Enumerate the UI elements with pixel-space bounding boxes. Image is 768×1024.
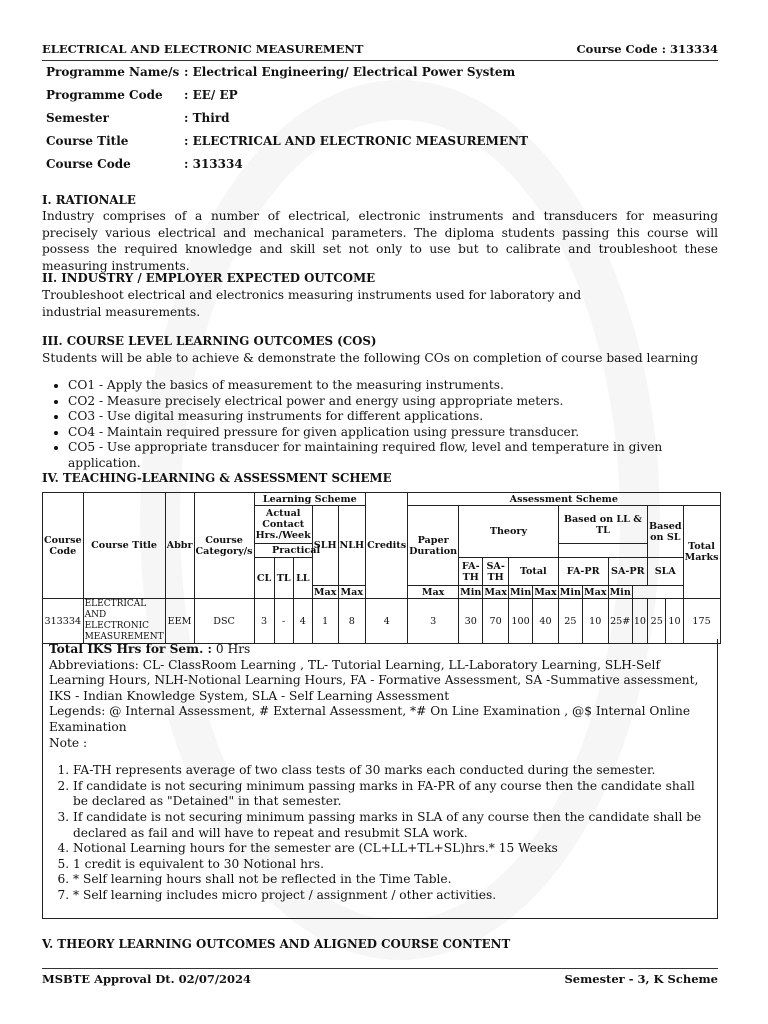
cell-paper: 3: [408, 599, 459, 644]
th-theory: Theory: [459, 506, 559, 558]
cell-tl: -: [274, 599, 293, 644]
list-item: 5. 1 credit is equivalent to 30 Notional hrs.: [73, 857, 711, 873]
th-max: Max: [313, 586, 337, 598]
info-value: : Third: [184, 111, 230, 125]
th-abbr: Abbr: [165, 493, 194, 599]
list-item: 1. FA-TH represents average of two class tests of 30 marks each conducted during the semester.: [73, 763, 711, 779]
th-max: Max: [338, 586, 366, 599]
list-item: • CO4 - Maintain required pressure for given application using pressure transducer.: [68, 425, 718, 441]
footer-semester: Semester - 3, K Scheme: [564, 972, 718, 986]
info-value: : Electrical Engineering/ Electrical Power System: [184, 65, 516, 79]
rationale-title: I. RATIONALE: [42, 193, 136, 207]
page-header: [42, 42, 718, 56]
cell-sa-pr-max: 25#: [608, 599, 632, 644]
cell-sla-max: 25: [648, 599, 666, 644]
list-item: • CO3 - Use digital measuring instruments for different applications.: [68, 409, 718, 425]
th-min: Min: [609, 586, 631, 598]
th-course-code: Course Code: [43, 493, 84, 599]
legends-text: Legends: @ Internal Assessment, # External Assessment, *# On Line Examination , @$ Internal Online Examination: [49, 704, 691, 734]
cell-total-max: 100: [508, 599, 532, 644]
th-cl: CL: [254, 558, 274, 599]
th-max: Max: [484, 586, 507, 598]
footer-approval: MSBTE Approval Dt. 02/07/2024: [42, 972, 252, 986]
th-total-marks: Total Marks: [683, 506, 720, 599]
th-category: Course Category/s: [194, 493, 254, 599]
cos-intro: Students will be able to achieve & demonstrate the following COs on completion of course based learning: [42, 351, 699, 365]
list-item: 3. If candidate is not securing minimum passing marks in SLA of any course then the candidate shall be declared as fail and will have to repeat and resubmit SLA work.: [73, 810, 711, 841]
list-item: • CO1 - Apply the basics of measurement to the measuring instruments.: [68, 378, 718, 394]
th-min: Min: [460, 586, 482, 598]
industry-outcome-title: II. INDUSTRY / EMPLOYER EXPECTED OUTCOME: [42, 271, 376, 285]
cell-category: DSC: [194, 599, 254, 644]
th-ll: LL: [293, 558, 312, 599]
info-row: [46, 111, 528, 134]
info-row: [46, 88, 528, 111]
header-course-name: ELECTRICAL AND ELECTRONIC MEASUREMENT: [42, 42, 364, 56]
scheme-title: IV. TEACHING-LEARNING & ASSESSMENT SCHEME: [42, 471, 392, 485]
iks-label: Total IKS Hrs for Sem. :: [49, 642, 213, 656]
cell-fa-pr-max: 25: [558, 599, 582, 644]
cell-cl: 3: [254, 599, 274, 644]
iks-line: [49, 642, 711, 658]
notes-list: [49, 763, 711, 903]
list-item: • CO2 - Measure precisely electrical power and energy using appropriate meters.: [68, 394, 718, 410]
cell-total-min: 40: [533, 599, 559, 644]
info-row: [46, 65, 528, 88]
th-total: Total: [508, 558, 558, 586]
th-tl: TL: [274, 558, 293, 599]
cell-credits: 4: [366, 599, 408, 644]
cell-title: ELECTRICAL AND ELECTRONIC MEASUREMENT: [84, 599, 164, 642]
th-sla: SLA: [648, 558, 684, 586]
th-fa-th: FA-TH: [459, 558, 483, 586]
programme-info: [46, 65, 528, 180]
cos-list: [42, 378, 718, 471]
info-value: : ELECTRICAL AND ELECTRONIC MEASUREMENT: [184, 134, 529, 148]
cell-total-marks: 175: [683, 599, 720, 644]
th-fa-pr: FA-PR: [558, 558, 608, 586]
cell-nlh: 8: [338, 599, 366, 644]
info-key: Course Code: [46, 157, 131, 171]
th-min: Min: [559, 586, 581, 598]
th-practical: Practical: [254, 544, 338, 558]
th-contact-hours: Actual Contact Hrs./Week: [254, 506, 312, 544]
info-row: [46, 134, 528, 157]
cell-slh: 1: [312, 599, 338, 644]
th-course-title: Course Title: [83, 493, 165, 599]
header-rule: [42, 60, 718, 61]
list-item: 7. * Self learning includes micro project / assignment / other activities.: [73, 888, 711, 904]
info-key: Course Title: [46, 134, 129, 148]
list-item: 2. If candidate is not securing minimum passing marks in FA-PR of any course then the candidate shall be declared as "Detained" in that semester.: [73, 779, 711, 810]
th-credits: Credits: [366, 493, 408, 599]
iks-value: 0 Hrs: [212, 642, 251, 656]
cell-code: 313334: [43, 599, 84, 644]
th-max: Max: [534, 586, 557, 598]
th-learning-scheme: Learning Scheme: [254, 493, 366, 506]
notes-box: [42, 639, 718, 919]
th-assessment-scheme: Assessment Scheme: [408, 493, 720, 506]
industry-outcome-text: Troubleshoot electrical and electronics measuring instruments used for laboratory and industrial measurements.: [42, 288, 582, 319]
th-max: Max: [408, 586, 459, 599]
info-key: Programme Code: [46, 88, 163, 102]
info-value: : 313334: [184, 157, 243, 171]
cell-sla-min: 10: [666, 599, 683, 644]
cell-sa-pr-min: 10: [632, 599, 647, 644]
cell-abbr: EEM: [165, 599, 194, 644]
th-based-ll-tl: Based on LL & TL: [558, 506, 647, 544]
th-based-sl: Based on SL: [648, 506, 684, 558]
page-footer: [42, 972, 718, 986]
cell-ll: 4: [293, 599, 312, 644]
info-row: [46, 157, 528, 180]
table-row: [43, 599, 721, 644]
th-max: Max: [584, 586, 607, 598]
info-key: Programme Name/s: [46, 65, 180, 79]
scheme-table: [42, 492, 721, 644]
cell-fa-th-max: 30: [459, 599, 483, 644]
info-value: : EE/ EP: [184, 88, 238, 102]
list-item: • CO5 - Use appropriate transducer for maintaining required flow, level and temperature in given application.: [68, 440, 718, 471]
cos-title: III. COURSE LEVEL LEARNING OUTCOMES (COS): [42, 334, 377, 348]
footer-rule: [42, 968, 718, 969]
th-slh: SLH: [312, 506, 338, 586]
cell-fa-pr-min: 10: [583, 599, 609, 644]
th-paper-duration: Paper Duration: [408, 506, 459, 586]
abbreviations-text: Abbreviations: CL- ClassRoom Learning , TL- Tutorial Learning, LL-Laboratory Learning, SLH-Self Learning Hours, NLH-Notional Learning Hours, FA - Formative Assessment, SA -Summative assessment, IKS - Indian Knowledge System, SLA - Self Learning Assessment: [49, 657, 699, 703]
rationale-text: Industry comprises of a number of electrical, electronic instruments and transducers for measuring precisely various electrical and mechanical parameters. The diploma students passing this course will possess the required knowledge and skill set not only to use but to calibrate and troubleshoot these measuring instruments.: [42, 209, 718, 273]
header-course-code: Course Code : 313334: [576, 42, 718, 56]
theory-outcomes-title: V. THEORY LEARNING OUTCOMES AND ALIGNED COURSE CONTENT: [42, 937, 511, 951]
cell-sa-th-max: 70: [483, 599, 509, 644]
info-key: Semester: [46, 111, 109, 125]
th-sa-pr: SA-PR: [608, 558, 647, 586]
list-item: 6. * Self learning hours shall not be reflected in the Time Table.: [73, 872, 711, 888]
th-nlh: NLH: [338, 506, 366, 586]
list-item: 4. Notional Learning hours for the semester are (CL+LL+TL+SL)hrs.* 15 Weeks: [73, 841, 711, 857]
th-sa-th: SA-TH: [483, 558, 509, 586]
th-min: Min: [509, 586, 532, 598]
note-label: Note :: [49, 735, 88, 750]
